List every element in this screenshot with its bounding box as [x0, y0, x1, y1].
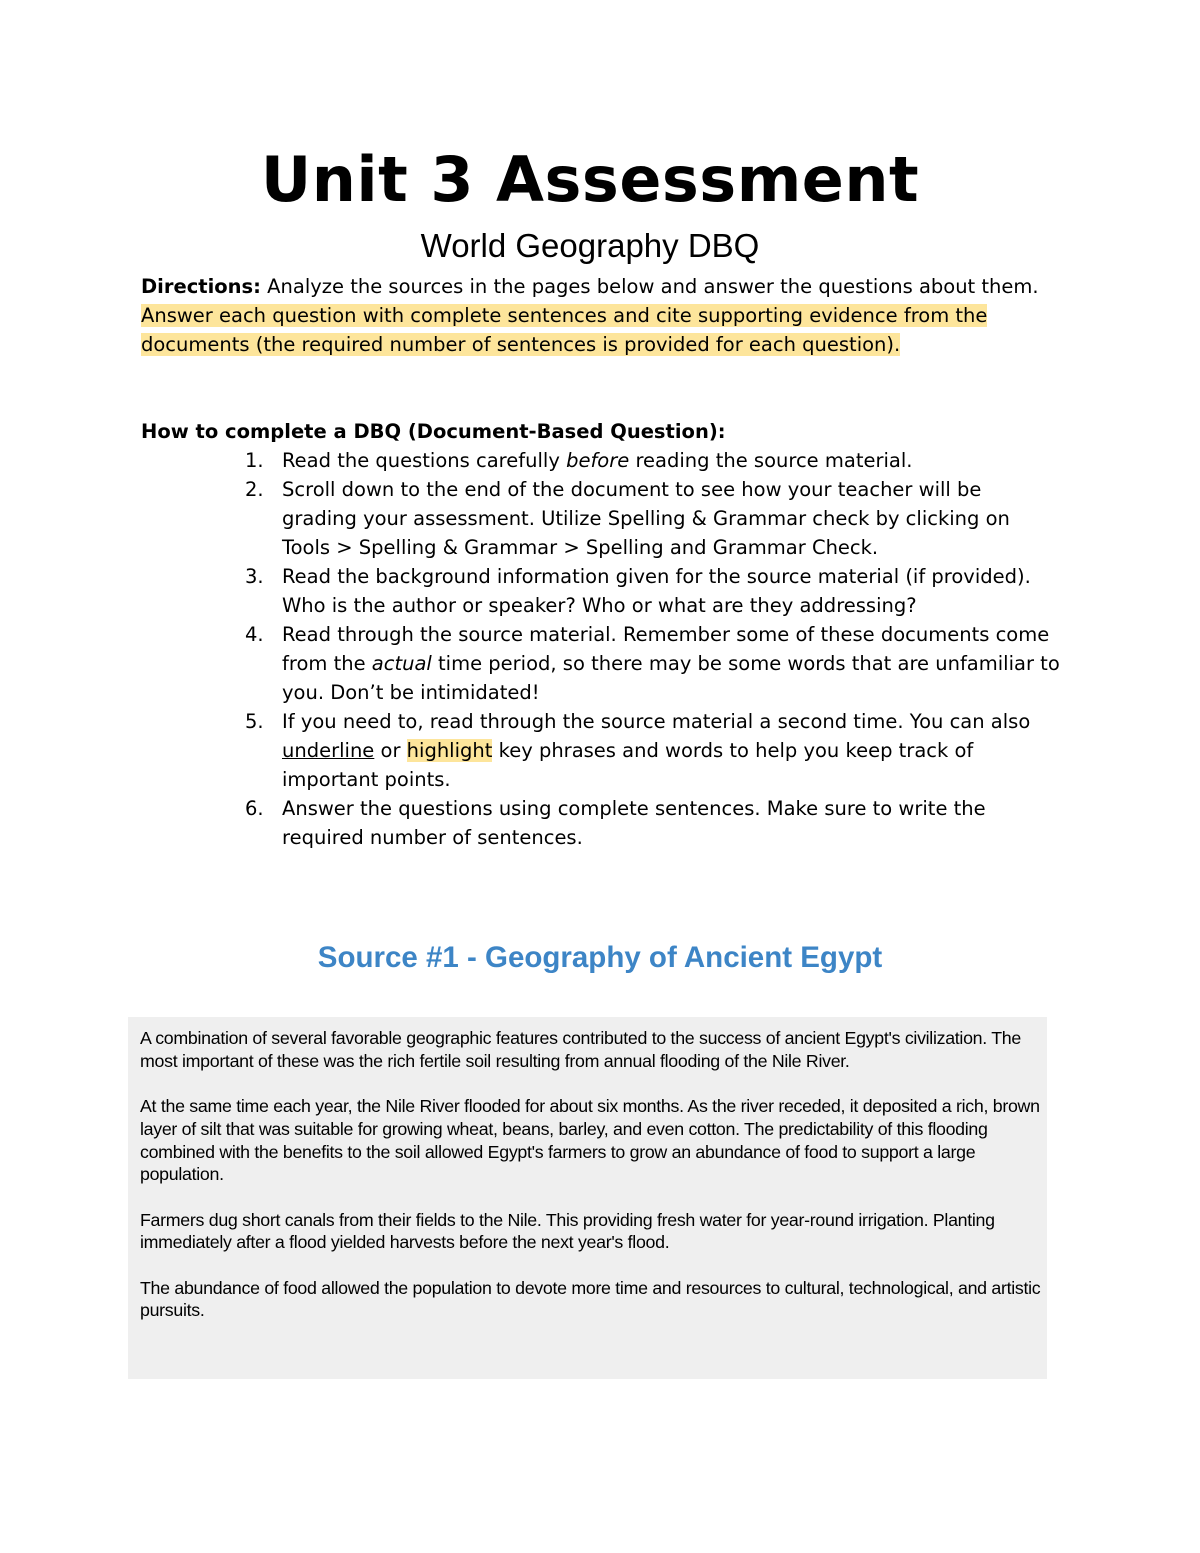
step-text: If you need to, read through the source material a second time. You can also	[282, 710, 1031, 733]
step-text: Read the background information given for the source material (if provided). Who is the author or speaker? Who or what are they addressing?	[282, 565, 1031, 617]
step-text: time period, so there may be some words that are unfamiliar to you. Don’t be intimidated!	[282, 652, 1060, 704]
list-item-number: 6.	[245, 797, 264, 820]
directions-text: Analyze the sources in the pages below and answer the questions about them.	[260, 275, 1039, 298]
list-item	[141, 620, 1061, 707]
list-item	[141, 475, 1061, 562]
step-text: reading the source material.	[629, 449, 913, 472]
step-text: or	[374, 739, 407, 762]
source-paragraph: Farmers dug short canals from their fields to the Nile. This providing fresh water for year-round irrigation. Planting immediately after a flood yielded harvests before the next year's flood.	[140, 1209, 995, 1253]
directions-block	[141, 272, 1041, 359]
list-item-number: 4.	[245, 623, 264, 646]
step-text: Scroll down to the end of the document to see how your teacher will be grading your assessment. Utilize Spelling & Grammar check by clicking on Tools > Spelling & Grammar > Spelling and Grammar Check.	[282, 478, 1010, 559]
highlighted-instruction: Answer each question with complete sentences and cite supporting evidence from the documents (the required number of sentences is provided for each question).	[141, 304, 988, 356]
list-item	[141, 707, 1061, 794]
highlight-example: highlight	[406, 739, 493, 762]
source-paragraph: At the same time each year, the Nile River flooded for about six months. As the river receded, it deposited a rich, brown layer of silt that was suitable for growing wheat, beans, barley, and even cotton. The predictability of this flooding combined with the benefits to the soil allowed Egypt's farmers to grow an abundance of food to support a large population.	[140, 1096, 1040, 1185]
list-item	[141, 562, 1061, 620]
list-item-number: 5.	[245, 710, 264, 733]
source-text-box	[128, 1017, 1047, 1379]
step-text: key phrases and words to help you keep track of important points.	[282, 739, 974, 791]
step-text: Read the questions carefully	[282, 449, 567, 472]
directions-label: Directions:	[141, 275, 261, 298]
step-text: Answer the questions using complete sentences. Make sure to write the required number of sentences.	[282, 797, 986, 849]
step-emphasis: before	[566, 449, 630, 472]
list-item	[141, 446, 1061, 475]
list-item-number: 2.	[245, 478, 264, 501]
how-to-heading: How to complete a DBQ (Document-Based Question):	[141, 420, 726, 443]
step-emphasis: actual	[371, 652, 432, 675]
source-paragraph: The abundance of food allowed the population to devote more time and resources to cultural, technological, and artistic pursuits.	[140, 1277, 1041, 1321]
source-paragraph: A combination of several favorable geographic features contributed to the success of ancient Egypt's civilization. The most important of these was the rich fertile soil resulting from annual flooding of the Nile River.	[140, 1028, 1021, 1071]
step-text: Read through the source material. Remember some of these documents come from the	[282, 623, 1050, 675]
list-item-number: 1.	[245, 449, 264, 472]
list-item	[141, 794, 1061, 852]
steps-list	[141, 446, 1061, 852]
underline-example: underline	[282, 739, 375, 762]
document-title: Unit 3 Assessment	[260, 143, 920, 216]
source-heading: Source #1 - Geography of Ancient Egypt	[317, 941, 883, 974]
document-subtitle: World Geography DBQ	[420, 227, 760, 264]
list-item-number: 3.	[245, 565, 264, 588]
